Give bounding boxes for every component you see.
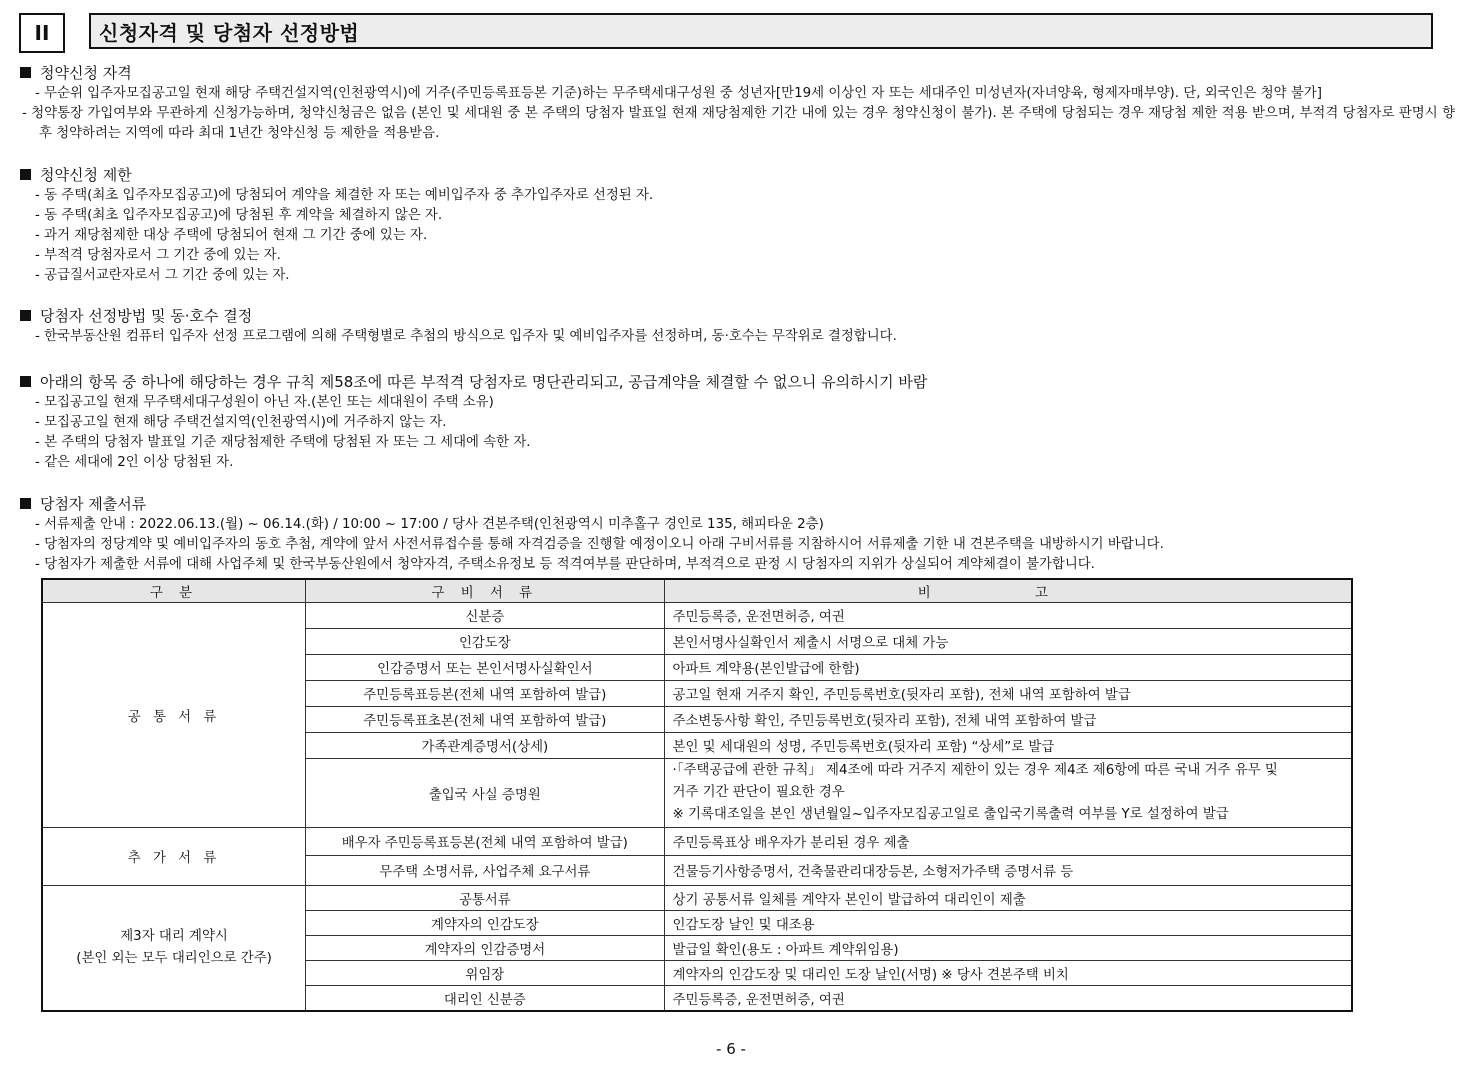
note-cell: 본인 및 세대원의 성명, 주민등록번호(뒷자리 포함) “상세”로 발급 (664, 733, 1352, 759)
note-cell: 주민등록증, 운전면허증, 여권 (664, 986, 1352, 1012)
section-heading: 청약신청 자격 (20, 62, 1455, 84)
table-row (42, 886, 1352, 911)
bullet-line: - 당첨자의 정당계약 및 예비입주자의 동호 추첨, 계약에 앞서 사전서류접수를 통해 자격검증을 진행할 예정이오니 아래 구비서류를 지참하시어 서류제출 기한 내 견본주택을 내방하시기 바랍니다. (35, 537, 1164, 552)
bullet-line: - 같은 세대에 2인 이상 당첨된 자. (35, 455, 234, 470)
category-line: 제3자 대리 계약시 (120, 929, 228, 944)
doc-cell: 공통서류 (306, 886, 664, 911)
note-line: 거주 기간 판단이 필요한 경우 (672, 785, 845, 800)
note-cell: 발급일 확인(용도 : 아파트 계약위임용) (664, 936, 1352, 961)
doc-cell: 출입국 사실 증명원 (306, 759, 664, 828)
bullet-line: - 부적격 당첨자로서 그 기간 중에 있는 자. (35, 248, 281, 263)
section-heading: 당첨자 제출서류 (20, 493, 1455, 515)
section-restrictions (20, 164, 1455, 286)
bullet-line: - 당첨자가 제출한 서류에 대해 사업주체 및 한국부동산원에서 청약자격, 주택소유정보 등 적격여부를 판단하며, 부적격으로 판정 시 당첨자의 지위가 상실되어 계약체결이 불가합니다. (35, 557, 1095, 572)
bullet-line: - 모집공고일 현재 무주택세대구성원이 아닌 자.(본인 또는 세대원이 주택 소유) (35, 395, 494, 410)
bullet-line: - 모집공고일 현재 해당 주택건설지역(인천광역시)에 거주하지 않는 자. (35, 415, 447, 430)
table-row (42, 828, 1352, 856)
note-cell: 계약자의 인감도장 및 대리인 도장 날인(서명) ※ 당사 견본주택 비치 (664, 961, 1352, 986)
section-header (19, 13, 1437, 53)
doc-cell: 대리인 신분증 (306, 986, 664, 1012)
square-bullet-icon (20, 376, 31, 387)
doc-cell: 위임장 (306, 961, 664, 986)
note-cell: 공고일 현재 거주지 확인, 주민등록번호(뒷자리 포함), 전체 내역 포함하여 발급 (664, 681, 1352, 707)
section-heading: 아래의 항목 중 하나에 해당하는 경우 규칙 제58조에 따른 부적격 당첨자로 명단관리되고, 공급계약을 체결할 수 없으니 유의하시기 바람 (20, 371, 1455, 393)
section-eligibility (20, 62, 1455, 144)
doc-cell: 계약자의 인감도장 (306, 911, 664, 936)
section-ineligible (20, 371, 1455, 473)
square-bullet-icon (20, 169, 31, 180)
category-line: (본인 외는 모두 대리인으로 간주) (76, 951, 272, 966)
doc-cell: 신분증 (306, 603, 664, 629)
note-cell: 주소변동사항 확인, 주민등록번호(뒷자리 포함), 전체 내역 포함하여 발급 (664, 707, 1352, 733)
section-selection-method (20, 305, 1455, 347)
section-title: 신청자격 및 당첨자 선정방법 (89, 13, 1433, 49)
bullet-line: - 한국부동산원 컴퓨터 입주자 선정 프로그램에 의해 주택형별로 추첨의 방식으로 입주자 및 예비입주자를 선정하며, 동·호수는 무작위로 결정합니다. (35, 329, 897, 344)
note-cell: 주민등록표상 배우자가 분리된 경우 제출 (664, 828, 1352, 856)
category-cell: 공 통 서 류 (42, 603, 306, 828)
bullet-line: - 청약통장 가입여부와 무관하게 신청가능하며, 청약신청금은 없음 (본인 및 세대원 중 본 주택의 당첨자 발표일 현재 재당첨제한 기간 내에 있는 경우 청약신청이 불가). 본 주택에 당첨되는 경우 재당첨 제한 적용 받으며, 부적격 당첨자로 판명시 향후 청약하려는 지역에 따라 최대 1년간 청약신청 등 제한을 적용받음. (22, 106, 1455, 141)
doc-cell: 가족관계증명서(상세) (306, 733, 664, 759)
doc-cell: 인감도장 (306, 629, 664, 655)
square-bullet-icon (20, 498, 31, 509)
category-cell (42, 886, 306, 1012)
column-header: 구 비 서 류 (306, 579, 664, 603)
note-line: ·「주택공급에 관한 규칙」 제4조에 따라 거주지 제한이 있는 경우 제4조 제6항에 따른 국내 거주 유무 및 (672, 763, 1278, 778)
documents-table (41, 578, 1353, 1012)
note-cell: 아파트 계약용(본인발급에 한함) (664, 655, 1352, 681)
note-cell: 인감도장 날인 및 대조용 (664, 911, 1352, 936)
note-cell: 건물등기사항증명서, 건축물관리대장등본, 소형저가주택 증명서류 등 (664, 856, 1352, 886)
bullet-line: - 과거 재당첨제한 대상 주택에 당첨되어 현재 그 기간 중에 있는 자. (35, 228, 428, 243)
note-cell (664, 759, 1352, 828)
square-bullet-icon (20, 310, 31, 321)
square-bullet-icon (20, 67, 31, 78)
section-documents (20, 493, 1455, 575)
bullet-line: - 서류제출 안내 : 2022.06.13.(월) ~ 06.14.(화) / 10:00 ~ 17:00 / 당사 견본주택(인천광역시 미추홀구 경인로 135, 해피타운 2층) (35, 517, 824, 532)
table-row (42, 603, 1352, 629)
doc-cell: 배우자 주민등록표등본(전체 내역 포함하여 발급) (306, 828, 664, 856)
section-heading: 청약신청 제한 (20, 164, 1455, 186)
section-number: II (19, 13, 65, 53)
doc-cell: 주민등록표초본(전체 내역 포함하여 발급) (306, 707, 664, 733)
category-cell: 추 가 서 류 (42, 828, 306, 886)
note-cell: 주민등록증, 운전면허증, 여권 (664, 603, 1352, 629)
column-header: 비 고 (664, 579, 1352, 603)
column-header: 구 분 (42, 579, 306, 603)
note-line: ※ 기록대조일을 본인 생년월일~입주자모집공고일로 출입국기록출력 여부를 Y로 설정하여 발급 (672, 807, 1229, 822)
doc-cell: 무주택 소명서류, 사업주체 요구서류 (306, 856, 664, 886)
doc-cell: 주민등록표등본(전체 내역 포함하여 발급) (306, 681, 664, 707)
bullet-line: - 본 주택의 당첨자 발표일 기준 재당첨제한 주택에 당첨된 자 또는 그 세대에 속한 자. (35, 435, 531, 450)
bullet-line: - 무순위 입주자모집공고일 현재 해당 주택건설지역(인천광역시)에 거주(주민등록표등본 기준)하는 무주택세대구성원 중 성년자[만19세 이상인 자 또는 세대주인 미성년자(자녀양육, 형제자매부양). 단, 외국인은 청약 불가] (35, 86, 1322, 101)
note-cell: 본인서명사실확인서 제출시 서명으로 대체 가능 (664, 629, 1352, 655)
section-heading: 당첨자 선정방법 및 동·호수 결정 (20, 305, 1455, 327)
bullet-line: - 동 주택(최초 입주자모집공고)에 당첨되어 계약을 체결한 자 또는 예비입주자 중 추가입주자로 선정된 자. (35, 188, 654, 203)
table-header-row (42, 579, 1352, 603)
page-number: - 6 - (716, 1040, 746, 1058)
doc-cell: 인감증명서 또는 본인서명사실확인서 (306, 655, 664, 681)
note-cell: 상기 공통서류 일체를 계약자 본인이 발급하여 대리인이 제출 (664, 886, 1352, 911)
bullet-line: - 공급질서교란자로서 그 기간 중에 있는 자. (35, 268, 290, 283)
bullet-line: - 동 주택(최초 입주자모집공고)에 당첨된 후 계약을 체결하지 않은 자. (35, 208, 443, 223)
doc-cell: 계약자의 인감증명서 (306, 936, 664, 961)
